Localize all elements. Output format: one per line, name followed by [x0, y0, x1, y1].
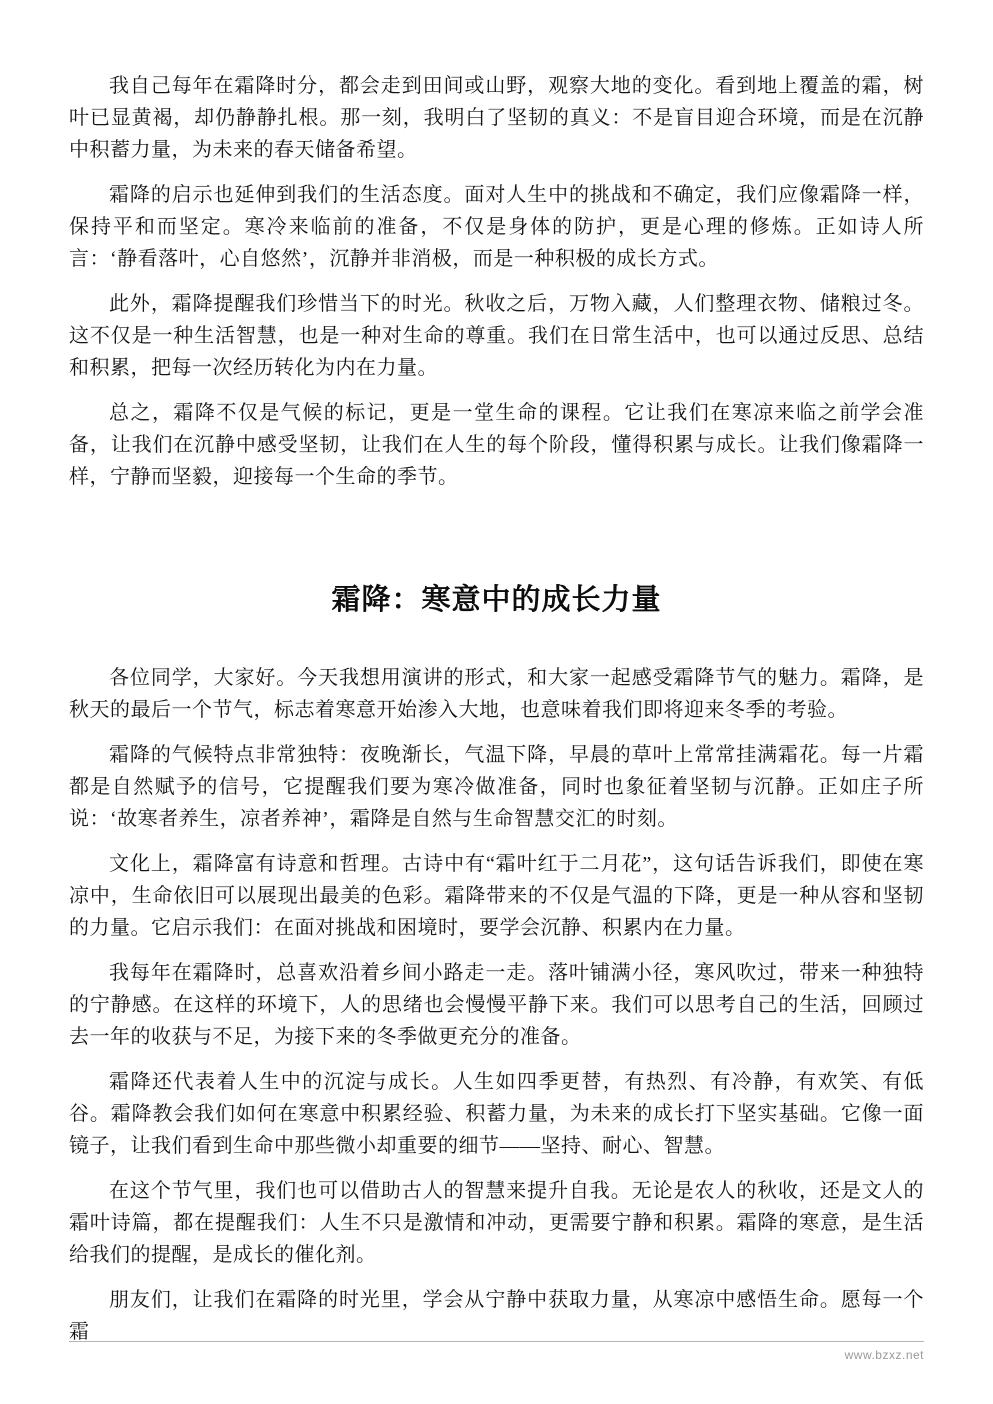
paragraph: 霜降还代表着人生中的沉淀与成长。人生如四季更替，有热烈、有冷静，有欢笑、有低谷。霜降教会我们如何在寒意中积累经验、积蓄力量，为未来的成长打下坚实基础。它像一面镜子，让我们看到生命中那些微小却重要的细节——坚持、耐心、智慧。 [69, 1071, 924, 1157]
document-body [69, 70, 924, 1348]
page-footer [69, 1341, 924, 1362]
paragraph: 我每年在霜降时，总喜欢沿着乡间小路走一走。落叶铺满小径，寒风吹过，带来一种独特的宁静感。在这样的环境下，人的思绪也会慢慢平静下来。我们可以思考自己的生活，回顾过去一年的收获与不足，为接下来的冬季做更充分的准备。 [69, 962, 924, 1048]
paragraph: 朋友们，让我们在霜降的时光里，学会从宁静中获取力量，从寒凉中感悟生命。愿每一个霜 [69, 1289, 924, 1343]
paragraph: 在这个节气里，我们也可以借助古人的智慧来提升自我。无论是农人的秋收，还是文人的霜叶诗篇，都在提醒我们：人生不只是激情和冲动，更需要宁静和积累。霜降的寒意，是生活给我们的提醒，是成长的催化剂。 [69, 1180, 924, 1266]
paragraph: 霜降的气候特点非常独特：夜晚渐长，气温下降，早晨的草叶上常常挂满霜花。每一片霜都是自然赋予的信号，它提醒我们要为寒冷做准备，同时也象征着坚韧与沉静。正如庄子所说：‘故寒者养生，凉者养神’，霜降是自然与生命智慧交汇的时刻。 [69, 744, 924, 830]
footer-url: www.bzxz.net [844, 1348, 924, 1362]
paragraph: 文化上，霜降富有诗意和哲理。古诗中有“霜叶红于二月花”，这句话告诉我们，即使在寒凉中，生命依旧可以展现出最美的色彩。霜降带来的不仅是气温的下降，更是一种从容和坚韧的力量。它启示我们：在面对挑战和困境时，要学会沉静、积累内在力量。 [69, 853, 924, 939]
document-title: 霜降：寒意中的成长力量 [331, 584, 662, 616]
paragraph: 总之，霜降不仅是气候的标记，更是一堂生命的课程。它让我们在寒凉来临之前学会准备，让我们在沉静中感受坚韧，让我们在人生的每个阶段，懂得积累与成长。让我们像霜降一样，宁静而坚毅，迎接每一个生命的季节。 [69, 402, 924, 488]
paragraph: 各位同学，大家好。今天我想用演讲的形式，和大家一起感受霜降节气的魅力。霜降，是秋天的最后一个节气，标志着寒意开始渗入大地，也意味着我们即将迎来冬季的考验。 [69, 667, 924, 721]
paragraph: 霜降的启示也延伸到我们的生活态度。面对人生中的挑战和不确定，我们应像霜降一样，保持平和而坚定。寒冷来临前的准备，不仅是身体的防护，更是心理的修炼。正如诗人所言：‘静看落叶，心自悠然’，沉静并非消极，而是一种积极的成长方式。 [69, 184, 924, 270]
paragraph: 我自己每年在霜降时分，都会走到田间或山野，观察大地的变化。看到地上覆盖的霜，树叶已显黄褐，却仍静静扎根。那一刻，我明白了坚韧的真义：不是盲目迎合环境，而是在沉静中积蓄力量，为未来的春天储备希望。 [69, 75, 924, 161]
paragraph: 此外，霜降提醒我们珍惜当下的时光。秋收之后，万物入藏，人们整理衣物、储粮过冬。这不仅是一种生活智慧，也是一种对生命的尊重。我们在日常生活中，也可以通过反思、总结和积累，把每一次经历转化为内在力量。 [69, 293, 924, 379]
